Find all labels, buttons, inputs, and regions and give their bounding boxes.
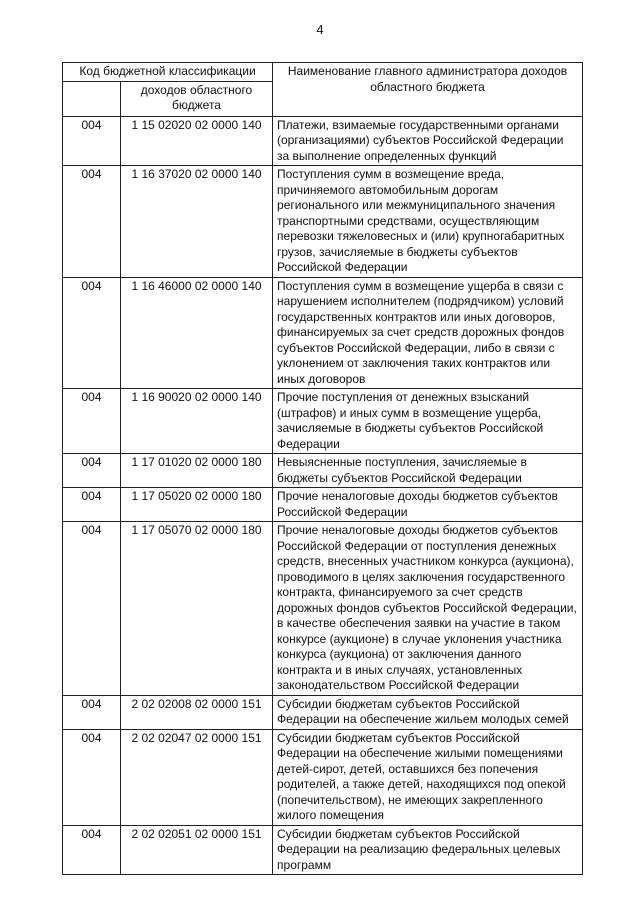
income-code: 2 02 02008 02 0000 151 <box>121 695 273 729</box>
income-code: 1 17 05070 02 0000 180 <box>121 522 273 696</box>
table-header-row <box>63 63 583 82</box>
table-row <box>63 166 583 278</box>
income-name: Субсидии бюджетам субъектов Российской Федерации на обеспечение жильем молодых семей <box>273 695 583 729</box>
income-name: Поступления сумм в возмещение вреда, причиняемого автомобильным дорогам регионального или межмуниципального значения транспортными средствами, осуществляющим перевозки тяжеловесных и (или) крупногабаритных грузов, зачисляемые в бюджеты субъектов Российской Федерации <box>273 166 583 278</box>
header-regional-income-code: доходов областного бюджета <box>121 81 273 116</box>
admin-code: 004 <box>63 389 121 454</box>
admin-code: 004 <box>63 488 121 522</box>
table-row <box>63 389 583 454</box>
income-code: 1 15 02020 02 0000 140 <box>121 116 273 166</box>
income-name: Прочие неналоговые доходы бюджетов субъектов Российской Федерации <box>273 488 583 522</box>
header-admin-code-cell <box>63 81 121 116</box>
table-row <box>63 825 583 875</box>
table-row <box>63 488 583 522</box>
income-code: 2 02 02047 02 0000 151 <box>121 729 273 825</box>
income-name: Поступления сумм в возмещение ущерба в связи с нарушением исполнителем (подрядчиком) условий государственных контрактов или иных договоров, финансируемых за счет средств дорожных фондов субъектов Российской Федерации, либо в связи с уклонением от заключения таких контрактов или иных договоров <box>273 277 583 389</box>
table-row <box>63 116 583 166</box>
header-budget-classification-code: Код бюджетной классификации <box>63 63 273 82</box>
admin-code: 004 <box>63 695 121 729</box>
admin-code: 004 <box>63 166 121 278</box>
income-name: Невыясненные поступления, зачисляемые в бюджеты субъектов Российской Федерации <box>273 454 583 488</box>
income-name: Субсидии бюджетам субъектов Российской Федерации на реализацию федеральных целевых программ <box>273 825 583 875</box>
income-name: Субсидии бюджетам субъектов Российской Федерации на обеспечение жилыми помещениями детей-сирот, детей, оставшихся без попечения родителей, а также детей, находящихся под опекой (попечительством), не имеющих закрепленного жилого помещения <box>273 729 583 825</box>
table-row <box>63 695 583 729</box>
income-code: 2 02 02051 02 0000 151 <box>121 825 273 875</box>
admin-code: 004 <box>63 729 121 825</box>
income-code: 1 16 37020 02 0000 140 <box>121 166 273 278</box>
table-row <box>63 454 583 488</box>
admin-code: 004 <box>63 277 121 389</box>
page-number: 4 <box>316 22 324 37</box>
table-row <box>63 729 583 825</box>
header-administrator-name: Наименование главного администратора доходов областного бюджета <box>273 63 583 117</box>
admin-code: 004 <box>63 116 121 166</box>
income-name: Прочие поступления от денежных взысканий (штрафов) и иных сумм в возмещение ущерба, зачисляемые в бюджеты субъектов Российской Федерации <box>273 389 583 454</box>
admin-code: 004 <box>63 825 121 875</box>
budget-classification-table <box>62 62 583 875</box>
income-code: 1 17 05020 02 0000 180 <box>121 488 273 522</box>
admin-code: 004 <box>63 454 121 488</box>
income-name: Прочие неналоговые доходы бюджетов субъектов Российской Федерации от поступления денежных средств, внесенных участником конкурса (аукциона), проводимого в целях заключения государственного контракта, финансируемого за счет средств дорожных фондов субъектов Российской Федерации, в качестве обеспечения заявки на участие в таком конкурсе (аукционе) в случае уклонения участника конкурса (аукциона) от заключения данного контракта и в иных случаях, установленных законодательством Российской Федерации <box>273 522 583 696</box>
admin-code: 004 <box>63 522 121 696</box>
income-code: 1 17 01020 02 0000 180 <box>121 454 273 488</box>
income-code: 1 16 46000 02 0000 140 <box>121 277 273 389</box>
income-name: Платежи, взимаемые государственными органами (организациями) субъектов Российской Федерации за выполнение определенных функций <box>273 116 583 166</box>
income-code: 1 16 90020 02 0000 140 <box>121 389 273 454</box>
table-row <box>63 277 583 389</box>
table-row <box>63 522 583 696</box>
